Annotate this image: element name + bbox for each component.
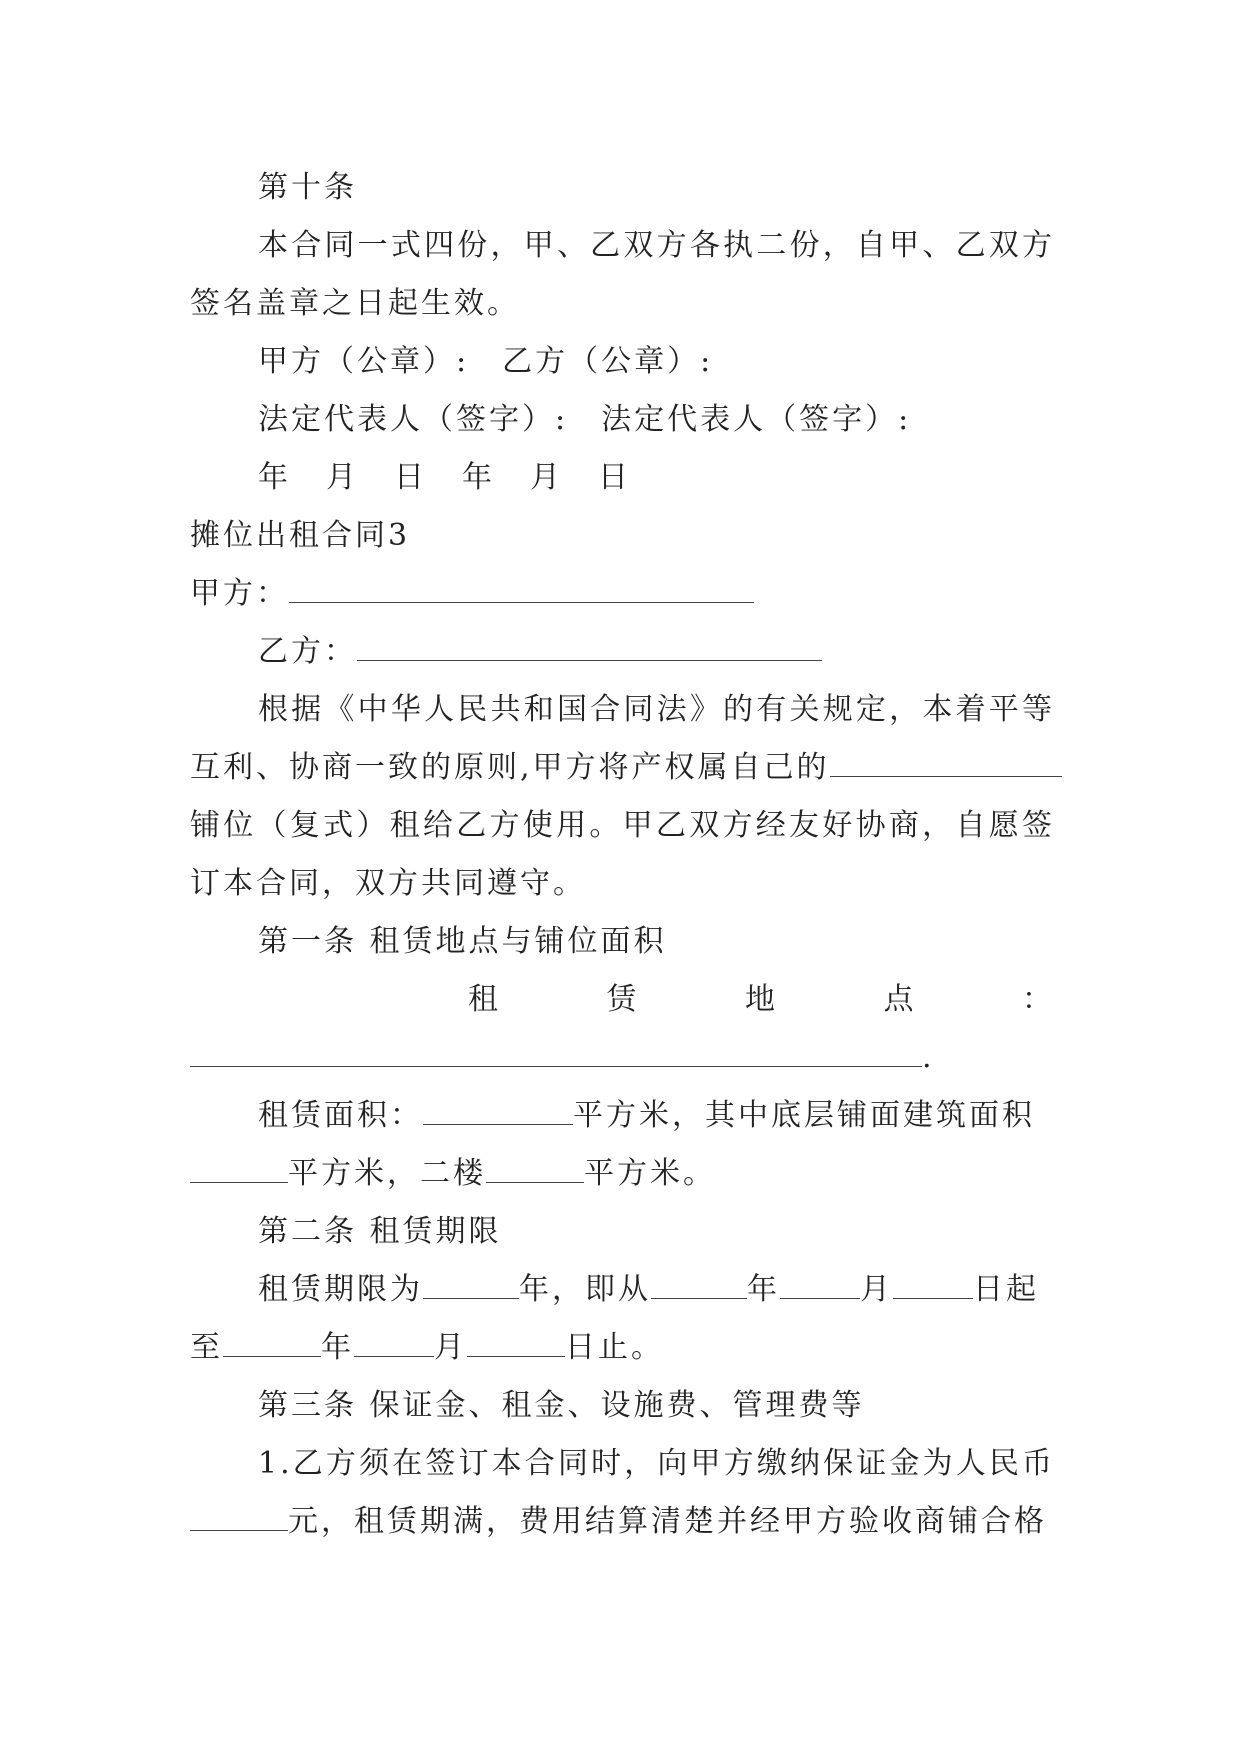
end-month-blank <box>354 1328 434 1357</box>
lease-term-line <box>258 1270 1055 1310</box>
paragraph-line: 本合同一式四份，甲、乙双方各执二份，自甲、乙双方 <box>258 228 1055 263</box>
article-ten-heading: 第十条 <box>258 170 357 205</box>
term-text: 月 <box>860 1272 893 1307</box>
paragraph-line <box>190 748 1055 788</box>
paragraph-line: 根据《中华人民共和国合同法》的有关规定，本着平等 <box>258 692 1055 727</box>
line-end-period: . <box>922 1040 935 1075</box>
term-text: 年 <box>747 1272 780 1307</box>
term-text: 租赁期限为 <box>258 1272 423 1307</box>
term-text: 年 <box>321 1330 354 1365</box>
paragraph-line: 1.乙方须在签订本合同时，向甲方缴纳保证金为人民币 <box>258 1446 1055 1481</box>
area-text: 平方米，其中底层铺面建筑面积 <box>573 1098 1035 1133</box>
paragraph-text: 互利、协商一致的原则,甲方将产权属自己的 <box>190 750 830 785</box>
party-seal-line: 甲方（公章）: 乙方（公章）: <box>258 344 714 379</box>
term-text: 日止。 <box>565 1330 664 1365</box>
area-text: 平方米，二楼 <box>288 1156 486 1191</box>
term-text: 至 <box>190 1330 223 1365</box>
start-month-blank <box>780 1270 860 1299</box>
party-b-blank <box>357 632 822 661</box>
spread-char: 租 <box>468 982 501 1017</box>
date-line: 年 月 日 年 月 日 <box>258 460 632 495</box>
deposit-line <box>190 1502 1055 1542</box>
deposit-amount-blank <box>190 1502 288 1531</box>
area-line <box>258 1096 1055 1136</box>
term-text: 月 <box>434 1330 467 1365</box>
article-two-heading: 第二条 租赁期限 <box>258 1214 502 1249</box>
area-line <box>190 1154 1055 1194</box>
shop-location-blank <box>830 748 1062 777</box>
term-text: 日起 <box>973 1272 1039 1307</box>
paragraph-line: 铺位（复式）租给乙方使用。甲乙双方经友好协商，自愿签 <box>190 808 1055 843</box>
spread-char: ： <box>1022 982 1055 1017</box>
second-floor-area-blank <box>486 1154 584 1183</box>
party-a-blank <box>289 574 754 603</box>
lease-term-line <box>190 1328 1055 1368</box>
start-year-blank <box>651 1270 747 1299</box>
lease-location-label <box>468 980 1055 1020</box>
area-label: 租赁面积： <box>258 1098 423 1133</box>
paragraph-line: 订本合同，双方共同遵守。 <box>190 866 586 901</box>
ground-floor-area-blank <box>190 1154 288 1183</box>
article-three-heading: 第三条 保证金、租金、设施费、管理费等 <box>258 1388 865 1423</box>
party-b-label: 乙方： <box>258 634 357 669</box>
contract-title: 摊位出租合同3 <box>190 518 411 553</box>
term-text: 年，即从 <box>519 1272 651 1307</box>
representative-signature-line: 法定代表人（签字）: 法定代表人（签字）: <box>258 402 912 437</box>
party-a-line <box>190 574 1055 614</box>
term-years-blank <box>423 1270 519 1299</box>
start-day-blank <box>893 1270 973 1299</box>
spread-char: 赁 <box>606 982 640 1017</box>
paragraph-line: 签名盖章之日起生效。 <box>190 286 520 321</box>
lease-location-blank <box>190 1038 922 1067</box>
party-a-label: 甲方： <box>190 576 289 611</box>
lease-location-blank-line <box>190 1038 1055 1078</box>
party-b-line <box>258 632 1055 672</box>
end-day-blank <box>467 1328 565 1357</box>
spread-char: 点 <box>883 982 917 1017</box>
area-text: 平方米。 <box>584 1156 716 1191</box>
paragraph-text: 元，租赁期满，费用结算清楚并经甲方验收商铺合格 <box>288 1504 1047 1539</box>
area-blank <box>423 1096 573 1125</box>
spread-char: 地 <box>745 982 778 1017</box>
end-year-blank <box>223 1328 321 1357</box>
article-one-heading: 第一条 租赁地点与铺位面积 <box>258 924 667 959</box>
